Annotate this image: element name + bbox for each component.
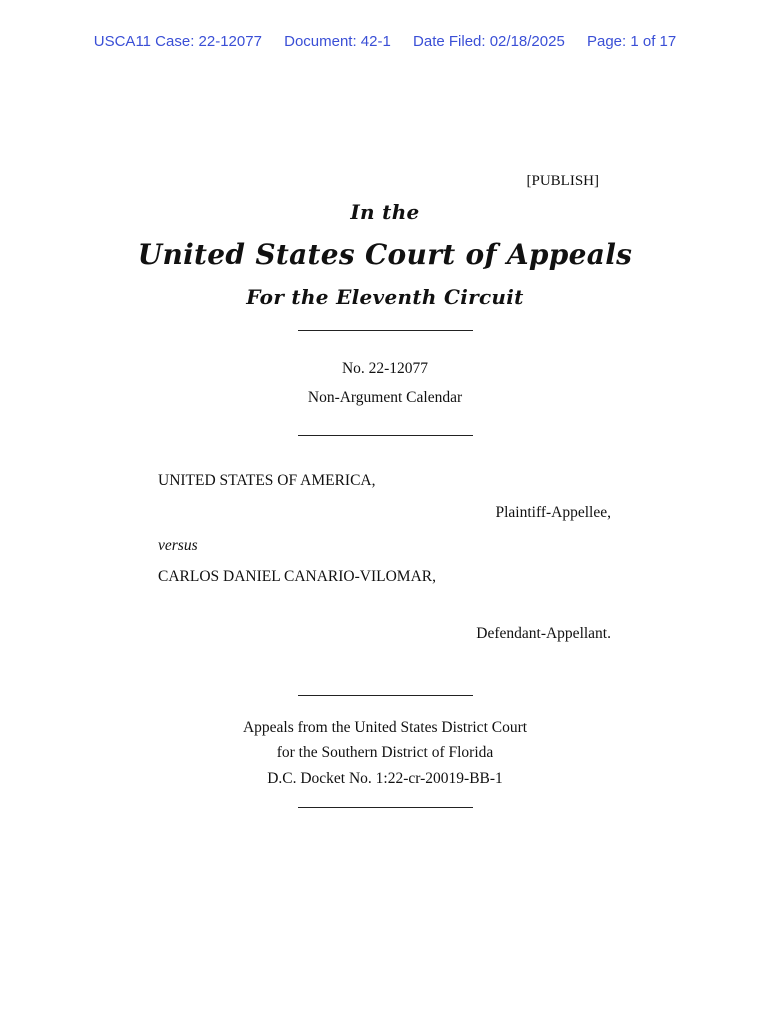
defendant-role: Defendant-Appellant. [476, 625, 611, 642]
appeal-court-line: Appeals from the United States District Court [242, 719, 528, 736]
docket-number: D.C. Docket No. 1:22-cr-20019-BB-1 [267, 770, 503, 787]
circuit-name: For the Eleventh Circuit [246, 285, 524, 309]
publish-label: [PUBLISH] [526, 173, 599, 189]
stamp-page-count: Page: 1 of 17 [586, 33, 677, 50]
divider-rule [298, 807, 473, 808]
plaintiff-name: UNITED STATES OF AMERICA, [158, 472, 376, 489]
filing-stamp-header [0, 33, 770, 50]
calendar-type: Non-Argument Calendar [307, 389, 463, 406]
versus-label: versus [158, 537, 198, 554]
caption-in-the: In the [350, 200, 420, 224]
case-number: No. 22-12077 [341, 360, 429, 377]
plaintiff-role: Plaintiff-Appellee, [495, 504, 611, 521]
court-title: United States Court of Appeals [137, 238, 633, 271]
stamp-date-filed: Date Filed: 02/18/2025 [413, 33, 565, 50]
divider-rule [298, 435, 473, 436]
defendant-name: CARLOS DANIEL CANARIO-VILOMAR, [158, 568, 436, 585]
divider-rule [298, 330, 473, 331]
stamp-case-number: USCA11 Case: 22-12077 [93, 33, 262, 50]
appeal-district-line: for the Southern District of Florida [276, 744, 494, 761]
divider-rule [298, 695, 473, 696]
stamp-document-number: Document: 42-1 [284, 33, 391, 50]
